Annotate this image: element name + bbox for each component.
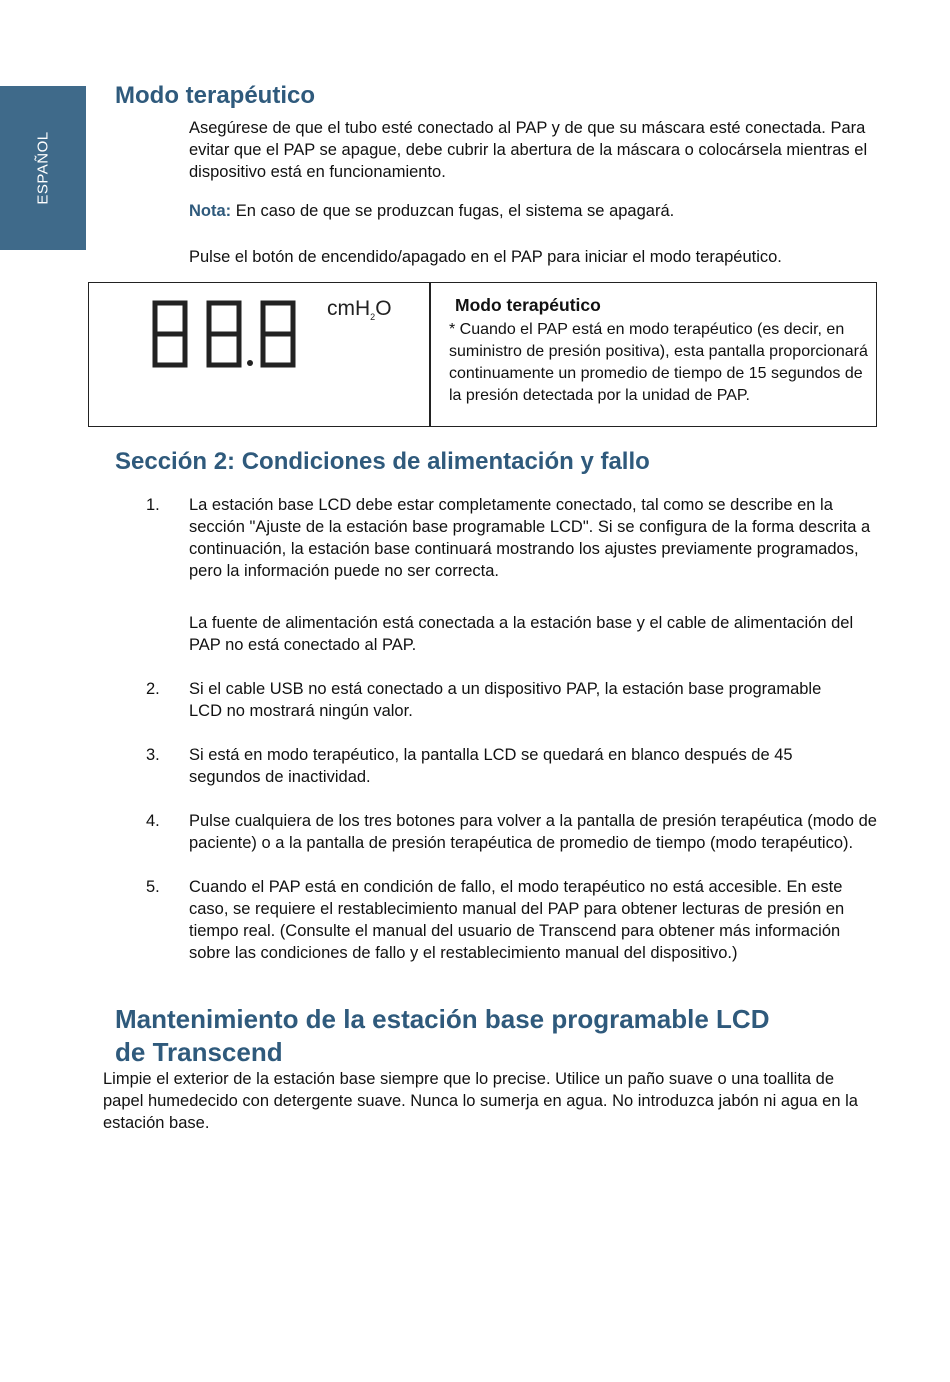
list-number: 2.: [146, 680, 160, 698]
intro-paragraph: Asegúrese de que el tubo esté conectado al PAP y de que su máscara esté conectada. Para evitar que el PAP se apague, debe cubrir la abertura de la máscara o colocársela mientras el dispositivo está en funcionamiento.: [189, 119, 868, 181]
language-label: ESPAÑOL: [34, 131, 52, 205]
list-item: Cuando el PAP está en condición de fallo, el modo terapéutico no está accesible. En este caso, se requiere el restablecimiento manual del PAP para obtener lecturas de presión en tiempo real. (Consulte el manual del usuario de Transcend para obtener más información sobre las condiciones de fallo y el restablecimiento manual del dispositivo.): [189, 878, 845, 962]
display-info-box: [88, 282, 877, 427]
heading-line-1: Mantenimiento de la estación base programable LCD: [115, 1004, 770, 1034]
box-description: * Cuando el PAP está en modo terapéutico (es decir, en suministro de presión positiva), esta pantalla proporcionará continuamente un promedio de tiempo de 15 segundos de la presión detectada por la unidad de PAP.: [449, 321, 868, 404]
note-text: En caso de que se produzcan fugas, el sistema se apagará.: [235, 202, 675, 220]
pressure-unit: cmH$_2$O: [327, 297, 392, 323]
list-item: Si está en modo terapéutico, la pantalla LCD se quedará en blanco después de 45 segundos de inactividad.: [189, 746, 793, 786]
list-item: La estación base LCD debe estar completamente conectado, tal como se describe en la sección "Ajuste de la estación base programable LCD". Si se configura de la forma descrita a continuación, la estación base continuará mostrando los ajustes previamente programados, pero la información puede no ser correcta.: [189, 496, 871, 580]
list-item: Pulse cualquiera de los tres botones para volver a la pantalla de presión terapéutica (modo de paciente) o a la pantalla de presión terapéutica de promedio de tiempo (modo terapéutico).: [189, 812, 877, 852]
list-number: 5.: [146, 878, 160, 896]
section-heading-therapeutic-mode: Modo terapéutico: [115, 82, 316, 109]
list-item: La fuente de alimentación está conectada a la estación base y el cable de alimentación del PAP no está conectado al PAP.: [189, 614, 854, 654]
box-title: Modo terapéutico: [455, 295, 601, 315]
section-heading-power-fault: Sección 2: Condiciones de alimentación y fallo: [115, 448, 650, 475]
heading-line-2: de Transcend: [115, 1037, 283, 1067]
note-paragraph: [189, 200, 869, 222]
lcd-digits-icon: [149, 297, 309, 377]
list-number: 3.: [146, 746, 160, 764]
section-heading-maintenance: [115, 1003, 769, 1069]
box-divider: [429, 283, 431, 426]
maintenance-paragraph: Limpie el exterior de la estación base siempre que lo precise. Utilice un paño suave o una toallita de papel humedecido con detergente suave. Nunca lo sumerja en agua. No introduzca jabón ni agua en la estación base.: [103, 1070, 858, 1132]
list-number: 1.: [146, 496, 160, 514]
language-tab: [0, 86, 86, 250]
note-label: Nota:: [189, 202, 232, 220]
instruction-paragraph: Pulse el botón de encendido/apagado en el PAP para iniciar el modo terapéutico.: [189, 248, 782, 266]
list-item: Si el cable USB no está conectado a un dispositivo PAP, la estación base programable LCD no mostrará ningún valor.: [189, 680, 822, 720]
list-number: 4.: [146, 812, 160, 830]
